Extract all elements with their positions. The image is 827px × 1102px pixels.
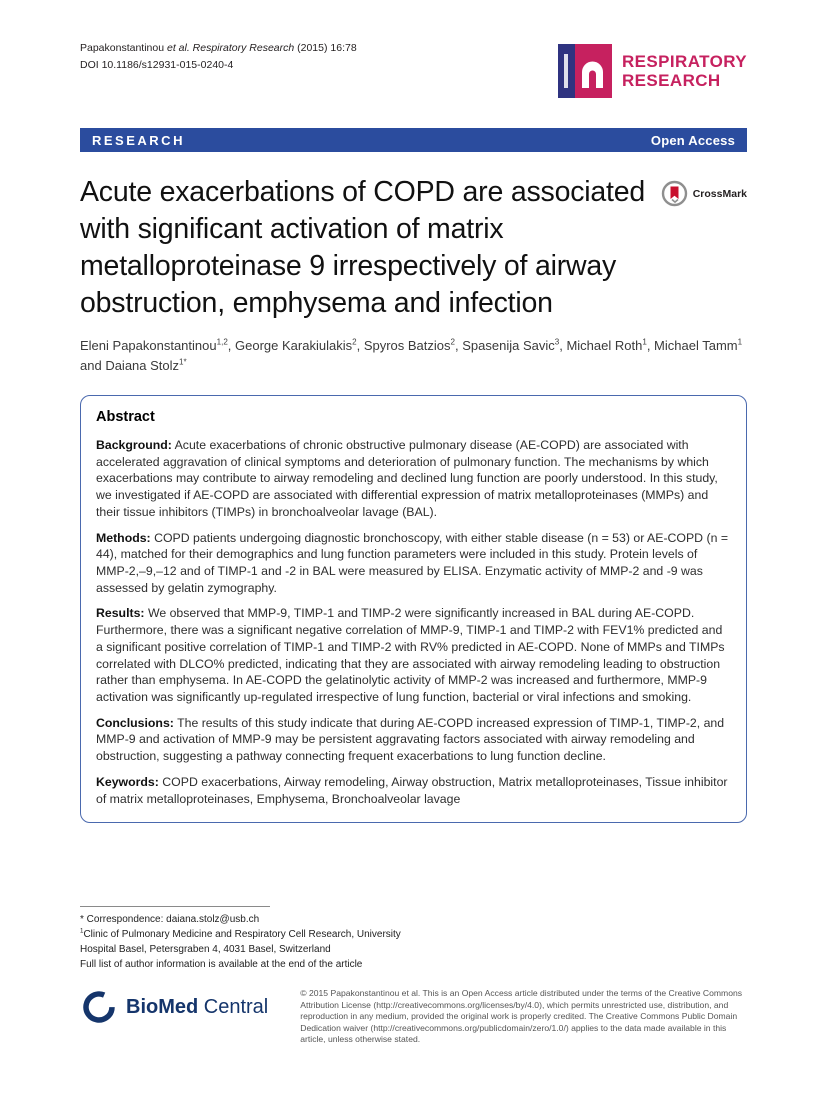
author-info-note: Full list of author information is available at the end of the article [80, 959, 363, 971]
abstract-conclusions [96, 715, 731, 765]
abstract-background [96, 437, 731, 521]
banner-open-access-label: Open Access [650, 132, 735, 148]
article-type-banner [80, 128, 747, 152]
copyright-notice: © 2015 Papakonstantinou et al. This is an Open Access article distributed under the terms of the Creative Commons Attribution License (http://creativecommons.org/licenses/by/4.0), which permits unrestricted use, distribution, and reproduction in any medium, provided the original work is properly credited. The Creative Commons Public Domain Dedication waiver (http://creativecommons.org/publicdomain/zero/1.0/) applies to the data made available in this article, unless otherwise stated. [300, 988, 743, 1045]
abstract-results [96, 605, 731, 705]
journal-name-line2: RESEARCH [622, 71, 721, 90]
citation-issue: (2015) 16:78 [294, 42, 357, 54]
crossmark-badge[interactable] [661, 180, 747, 207]
section-label: Methods: [96, 530, 151, 545]
section-text: Acute exacerbations of chronic obstructive pulmonary disease (AE-COPD) are associated with accelerated aggravation of clinical symptoms and deterioration of pulmonary function. The mechanisms by which exacerbations may contribute to airway remodeling and declined lung function are poorly understood. In this study, we investigated if AE-COPD are associated with differential expression of matrix metalloproteinases (MMPs) and their tissue inhibitors (TIMPs) in bronchoalveolar lavage (BAL). [96, 437, 718, 519]
author: Eleni Papakonstantinou$^{1,2}$, [80, 337, 236, 354]
footnote-block [80, 906, 420, 972]
footnote-divider [80, 906, 270, 907]
section-text: COPD exacerbations, Airway remodeling, Airway obstruction, Matrix metalloproteinases, Tissue inhibitor of matrix metalloproteinases, Emphysema, Bronchoalveolar lavage [96, 774, 728, 806]
abstract-methods [96, 530, 731, 597]
bmc-logo-icon [80, 988, 118, 1026]
affiliation-line [80, 927, 420, 957]
abstract-heading: Abstract [96, 409, 155, 426]
correspondence-line [80, 912, 420, 927]
title-block [80, 174, 747, 322]
section-text: We observed that MMP-9, TIMP-1 and TIMP-2 were significantly increased in BAL during AE-COPD. Furthermore, there was a significant negative correlation of MMP-9, TIMP-1 and TIMP-2 with FEV1% predicted and a significant positive correlation of TIMP-1 and TIMP-2 with RV% predicted in AE-COPD. None of MMPs and TIMPs correlated with DLCO% predicted, indicating that they are associated with airway remodeling leading to obstruction rather than emphysema. In AE-COPD the gelatinolytic activity of MMP-2 was increased and furthermore, MMP-9 activation was significantly up-regulated irrespective of lung function, bacterial or viral infections and smoking. [96, 606, 725, 704]
author: Spyros Batzios$^2$, [363, 337, 463, 354]
author-list [80, 336, 745, 375]
page-footer [80, 906, 747, 1046]
section-text: COPD patients undergoing diagnostic bronchoscopy, with either stable disease (n = 53) or AE-COPD (n = 44), matched for their demographics and lung function parameters were included in this study. Protein levels of MMP-2,–9,–12 and of TIMP-1 and -2 in BAL were measured by ELISA. Enzymatic activity of MMP-2 and -9 was assessed by gelatin zymography. [96, 530, 729, 595]
crossmark-icon [661, 180, 688, 207]
author: Daiana Stolz$^{1*}$ [105, 357, 187, 373]
crossmark-label: CrossMark [692, 187, 747, 200]
affiliation-text: Clinic of Pulmonary Medicine and Respiratory Cell Research, University Hospital Basel, Petersgraben 4, 4031 Basel, Switzerland [80, 929, 401, 956]
author: Spasenija Savic$^3$, [462, 337, 567, 354]
author: Michael Tamm$^1$ and [80, 337, 743, 373]
banner-research-label: RESEARCH [92, 132, 185, 148]
correspondence-label: * Correspondence: [80, 914, 167, 926]
citation-journal: et al. Respiratory Research [166, 42, 295, 54]
section-label: Keywords: [96, 774, 159, 789]
publisher-row [80, 988, 747, 1046]
bmc-logo-text: BioMed Central [126, 995, 269, 1018]
section-label: Background: [96, 437, 172, 452]
journal-name [622, 52, 747, 90]
citation-line [80, 40, 357, 57]
journal-name-line1: RESPIRATORY [622, 51, 747, 71]
page-header [80, 40, 747, 98]
affiliation-sup: 1 [80, 927, 84, 935]
correspondence-email-link[interactable]: daiana.stolz@usb.ch [166, 914, 260, 926]
citation-author: Papakonstantinou [80, 42, 167, 54]
author: George Karakiulakis$^2$, [235, 337, 364, 354]
citation-block [80, 40, 357, 74]
section-text: The results of this study indicate that during AE-COPD increased expression of TIMP-1, TIMP-2, and MMP-9 and activation of MMP-9 may be persistent aggravating factors associated with airway remodeling and obstruction, suggesting a pathway connecting frequent exacerbations to lung function decline. [96, 715, 725, 764]
journal-logo-icon [558, 44, 612, 98]
author: Michael Roth$^1$, [566, 337, 655, 354]
abstract-keywords [96, 774, 731, 807]
journal-logo [558, 44, 747, 98]
article-title: Acute exacerbations of COPD are associated with significant activation of matrix metalloproteinase 9 irrespectively of airway obstruction, emphysema and infection [80, 176, 646, 320]
section-label: Conclusions: [96, 715, 174, 730]
doi-line: DOI 10.1186/s12931-015-0240-4 [80, 58, 234, 71]
biomed-central-logo [80, 988, 268, 1026]
section-label: Results: [96, 606, 145, 621]
abstract-box [80, 395, 747, 823]
